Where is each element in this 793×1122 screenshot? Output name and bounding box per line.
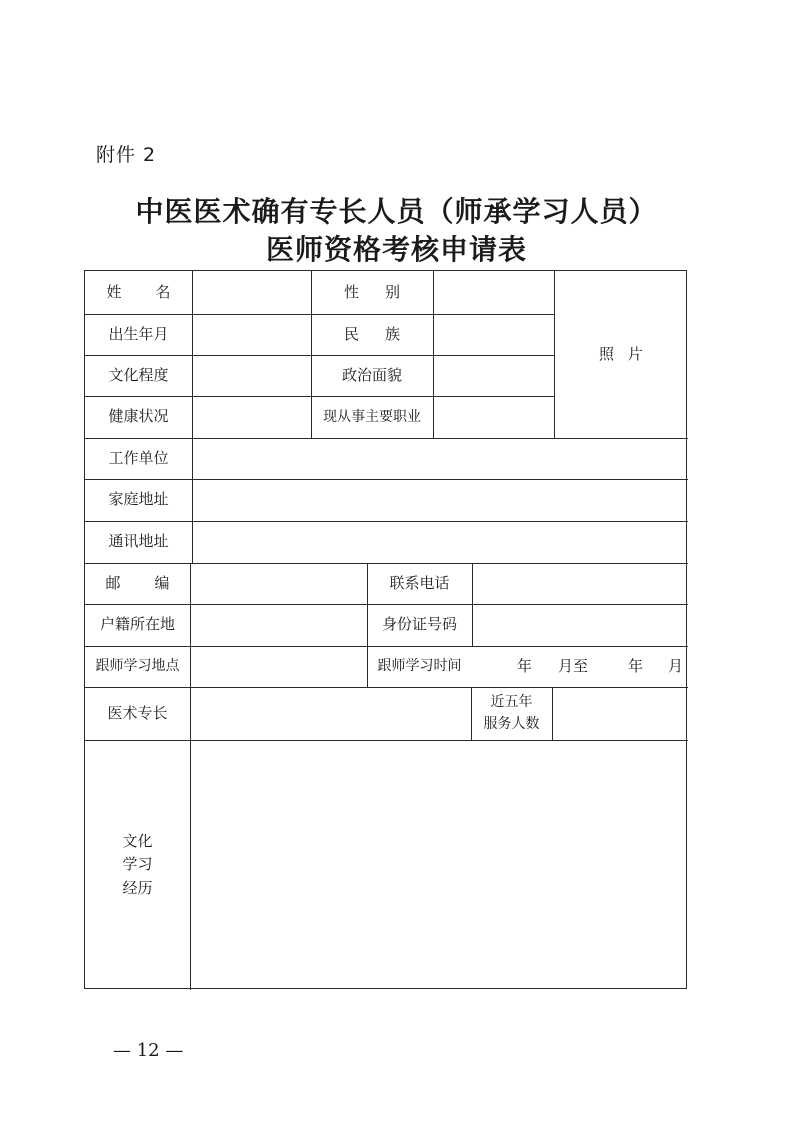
id-number-field[interactable] [472,604,688,646]
patients-served-field[interactable] [552,687,688,740]
patients-served-label-line1: 近五年 [490,693,533,710]
birth-field[interactable] [192,314,311,355]
patients-served-label [471,687,552,740]
mail-address-label: 通讯地址 [108,532,169,551]
mail-address-field[interactable] [192,521,688,563]
specialty-field[interactable] [190,687,471,740]
study-time-month-to: 月至 [558,656,589,675]
page-number: — 12 — [113,1040,184,1061]
ethnicity-field[interactable] [433,314,554,355]
postcode-field[interactable] [190,563,367,604]
attachment-label: 附件 2 [96,144,157,166]
form-title-line1: 中医医术确有专长人员（师承学习人员） [135,195,658,228]
gender-field[interactable] [433,271,554,314]
health-label: 健康状况 [108,407,169,426]
study-time-field[interactable] [472,646,688,687]
health-field[interactable] [192,396,311,438]
education-experience-label [85,740,190,990]
gender-label: 性别 [343,282,426,301]
application-form-table [84,270,687,989]
household-label: 户籍所在地 [99,615,175,634]
ethnicity-label: 民族 [343,324,426,343]
education-field[interactable] [192,355,311,396]
study-time-label: 跟师学习时间 [377,658,462,675]
education-experience-line1: 文化 [122,832,153,851]
name-label: 姓名 [106,282,205,301]
phone-field[interactable] [472,563,688,604]
photo-label[interactable]: 照片 [598,344,657,363]
occupation-label: 现从事主要职业 [323,408,421,425]
work-unit-field[interactable] [192,438,688,479]
work-unit-label: 工作单位 [108,448,169,467]
study-place-label: 跟师学习地点 [95,658,180,675]
postcode-label: 邮编 [105,573,204,592]
home-address-field[interactable] [192,479,688,521]
education-experience-line2: 学习 [122,855,153,874]
home-address-label: 家庭地址 [108,490,169,509]
id-number-label: 身份证号码 [381,615,457,634]
education-experience-field[interactable] [190,740,688,990]
study-place-field[interactable] [190,646,367,687]
specialty-label: 医术专长 [107,703,168,722]
political-label: 政治面貌 [341,365,402,384]
education-experience-line3: 经历 [122,878,153,897]
form-title-line2: 医师资格考核申请表 [265,233,527,266]
study-time-year2: 年 [628,656,644,675]
birth-label: 出生年月 [108,324,169,343]
political-field[interactable] [433,355,554,396]
study-time-month2: 月 [668,656,684,675]
patients-served-label-line2: 服务人数 [483,715,540,732]
occupation-field[interactable] [433,396,554,438]
study-time-year1: 年 [517,656,533,675]
education-label: 文化程度 [108,365,169,384]
name-field[interactable] [192,271,311,314]
phone-label: 联系电话 [389,573,450,592]
household-field[interactable] [190,604,367,646]
